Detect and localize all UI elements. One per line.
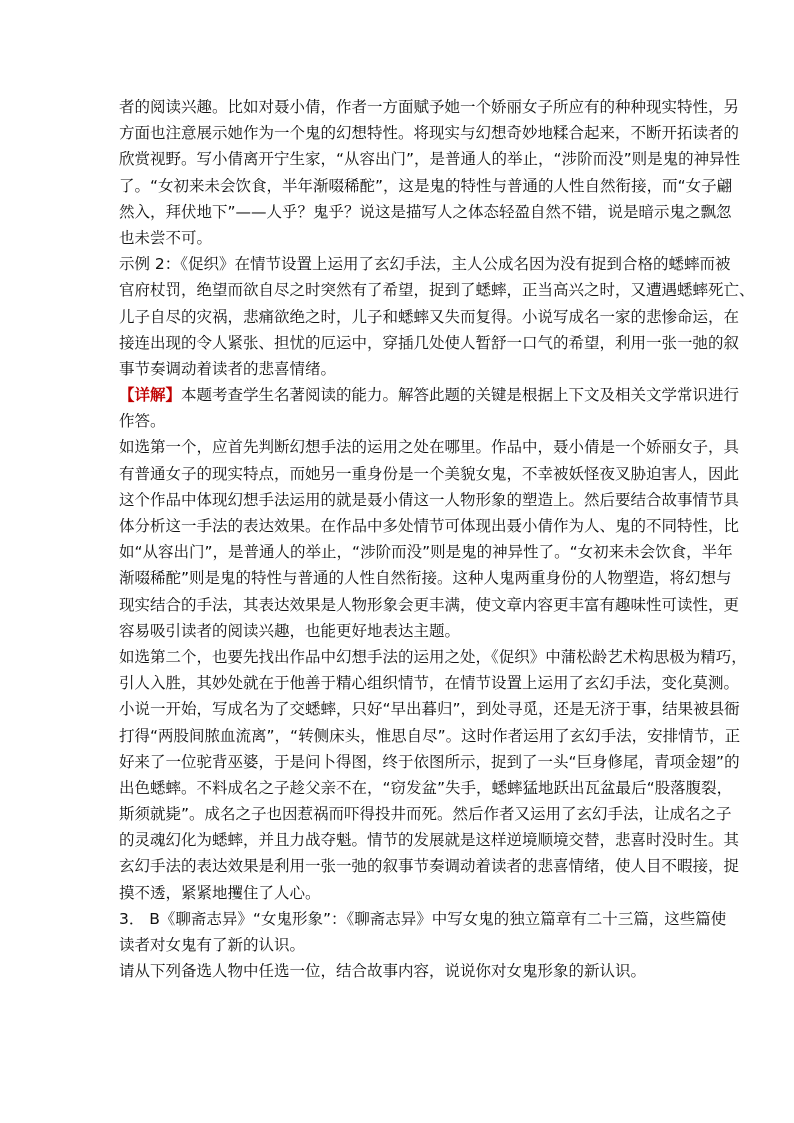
text-line: 出色蟋蟀。不料成名之子趁父亲不在，“窃发盆”失手，蟋蟀猛地跃出瓦盆最后“股落腹裂， bbox=[119, 778, 733, 797]
text-line: 斯须就毙”。成名之子也因惹祸而吓得投井而死。然后作者又运用了玄幻手法，让成名之子 bbox=[119, 805, 732, 824]
text-line: 接连出现的令人紧张、担忧的厄运中，穿插几处使人暂舒一口气的希望，利用一张一弛的叙 bbox=[119, 333, 740, 352]
text-line: 容易吸引读者的阅读兴趣，也能更好地表达主题。 bbox=[119, 621, 461, 640]
text-line: 然入，拜伏地下”——人乎？鬼乎？说这是描写人之体态轻盈自然不错，说是暗示鬼之飘忽 bbox=[119, 202, 732, 221]
text-line: 引人入胜，其妙处就在于他善于精心组织情节，在情节设置上运用了玄幻手法，变化莫测。 bbox=[119, 674, 740, 693]
text-line: 打得“两股间脓血流离”，“转侧床头，惟思自尽”。这时作者运用了玄幻手法，安排情节，正 bbox=[119, 726, 741, 745]
text-line: 好来了一位驼背巫婆，于是问卜得图，终于依图所示，捉到了一头“巨身修尾，青项金翅”的 bbox=[119, 752, 740, 771]
document-body bbox=[119, 94, 755, 984]
question-3-line: 3． B《聊斋志异》“女鬼形象”：《聊斋志异》中写女鬼的独立篇章有二十三篇，这些篇使 bbox=[119, 909, 727, 928]
text-line: 了。“女初来未会饮食，半年渐啜稀酡”，这是鬼的特性与普通的人性自然衔接，而“女子翩 bbox=[119, 176, 733, 195]
text-line: 读者对女鬼有了新的认识。 bbox=[119, 936, 306, 954]
text-line: 小说一开始，写成名为了交蟋蟀，只好“早出暮归”，到处寻觅，还是无济于事，结果被县衙 bbox=[119, 700, 740, 719]
text-line: 体分析这一手法的表达效果。在作品中多处情节可体现出聂小倩作为人、鬼的不同特性，比 bbox=[119, 517, 740, 535]
text-line: 如“从容出门”，是普通人的举止，“涉阶而没”则是鬼的神异性了。“女初来未会饮食，半年 bbox=[119, 543, 733, 562]
example-2-line: 示例 2：《促织》在情节设置上运用了玄幻手法，主人公成名因为没有捉到合格的蟋蟀而被 bbox=[119, 255, 731, 274]
text-line: 摸不透，紧紧地攫住了人心。 bbox=[119, 883, 321, 902]
text-line: 请从下列备选人物中任选一位，结合故事内容，说说你对女鬼形象的新认识。 bbox=[119, 962, 647, 981]
text-line: 作答。 bbox=[119, 412, 166, 431]
text-line: 儿子自尽的灾祸，悲痛欲绝之时，儿子和蟋蟀又失而复得。小说写成名一家的悲惨命运，在 bbox=[119, 307, 740, 326]
text-line: 玄幻手法的表达效果是利用一张一弛的叙事节奏调动着读者的悲喜情绪，使人目不暇接，捉 bbox=[119, 857, 740, 876]
text-line: 如选第一个，应首先判断幻想手法的运用之处在哪里。作品中，聂小倩是一个娇丽女子，具 bbox=[119, 438, 740, 457]
text-line: 也未尝不可。 bbox=[119, 228, 213, 247]
text-line: 事节奏调动着读者的悲喜情绪。 bbox=[119, 359, 337, 378]
text-line: 有普通女子的现实特点，而她另一重身份是一个美貌女鬼，不幸被妖怪夜叉胁迫害人，因此 bbox=[119, 464, 740, 483]
text-line: 官府杖罚，绝望而欲自尽之时突然有了希望，捉到了蟋蟀，正当高兴之时，又遭遇蟋蟀死亡、 bbox=[119, 281, 755, 300]
detail-tag: 【详解】 bbox=[119, 386, 182, 405]
text-line: 现实结合的手法，其表达效果是人物形象会更丰满，使文章内容更丰富有趣味性可读性，更 bbox=[119, 595, 740, 614]
text-line: 方面也注意展示她作为一个鬼的幻想特性。将现实与幻想奇妙地糅合起来，不断开拓读者的 bbox=[119, 124, 740, 143]
text-line: 如选第二个，也要先找出作品中幻想手法的运用之处，《促织》中蒲松龄艺术构思极为精巧， bbox=[119, 647, 747, 666]
text-line: 这个作品中体现幻想手法运用的就是聂小倩这一人物形象的塑造上。然后要结合故事情节具 bbox=[119, 490, 740, 509]
detail-heading-line bbox=[119, 382, 740, 408]
detail-text: 本题考查学生名著阅读的能力。解答此题的关键是根据上下文及相关文学常识进行 bbox=[181, 386, 740, 405]
text-line: 者的阅读兴趣。比如对聂小倩，作者一方面赋予她一个娇丽女子所应有的种种现实特性，另 bbox=[119, 98, 740, 116]
text-line: 的灵魂幻化为蟋蟀，并且力战夺魁。情节的发展就是这样逆境顺境交替，悲喜时没时生。其 bbox=[119, 831, 740, 850]
text-line: 渐啜稀酡”则是鬼的特性与普通的人性自然衔接。这种人鬼两重身份的人物塑造，将幻想与 bbox=[119, 569, 732, 588]
text-line: 欣赏视野。写小倩离开宁生家，“从容出门”，是普通人的举止，“涉阶而没”则是鬼的神异性 bbox=[119, 150, 741, 169]
